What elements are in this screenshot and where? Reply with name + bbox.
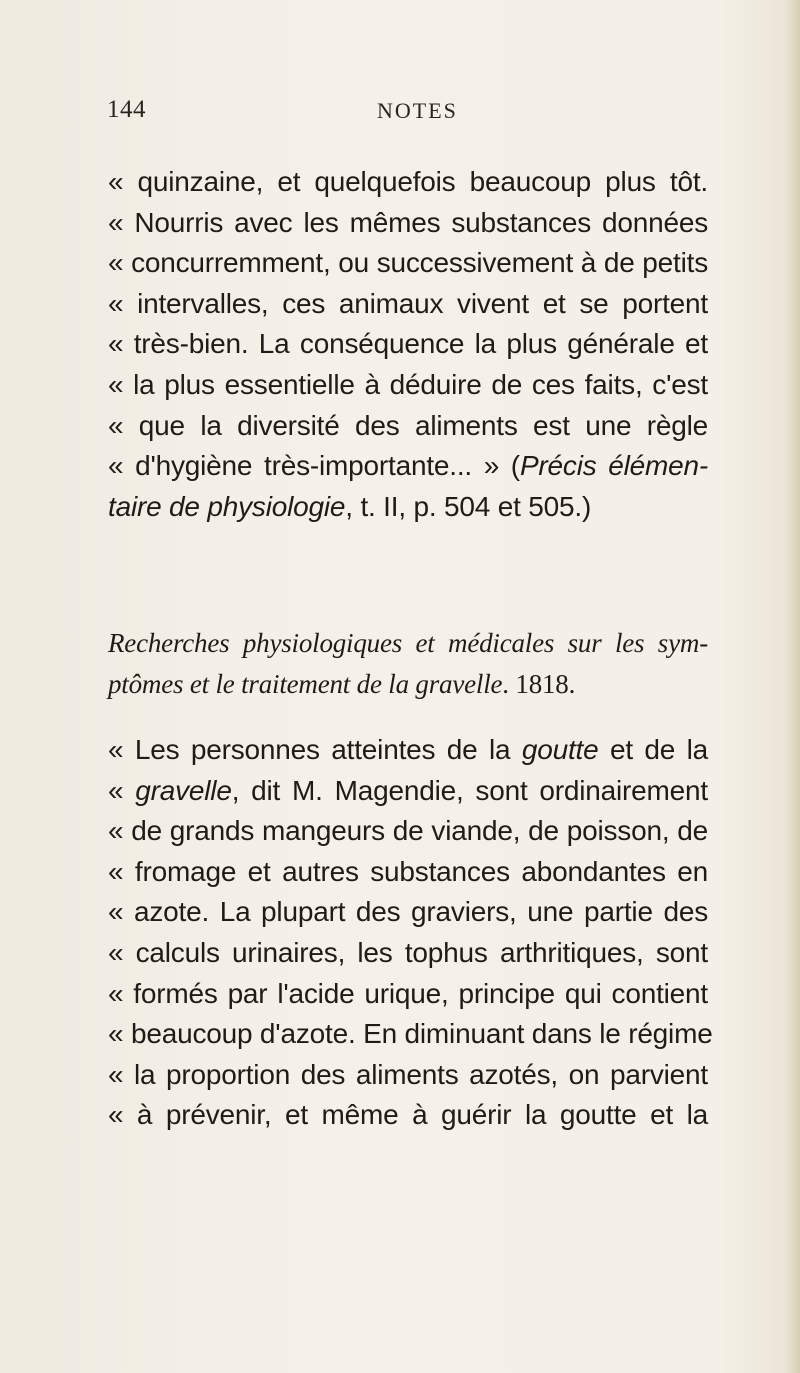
- title-line: Recherches physiologiques et médicales sur les sym-: [108, 628, 708, 658]
- text-line: [108, 771, 708, 812]
- citation-title: Précis élémen-: [519, 450, 708, 482]
- text-line: « à prévenir, et même à guérir la goutte et la: [108, 1099, 708, 1131]
- text-line: « que la diversité des aliments est une règle: [108, 409, 708, 441]
- citation-title: taire de physiologie: [108, 490, 346, 522]
- text-segment: «: [108, 774, 136, 806]
- text-line: « quinzaine, et quelquefois beaucoup plus tôt.: [108, 166, 708, 197]
- emphasis-word: gravelle: [135, 774, 232, 806]
- text-line: [108, 446, 708, 487]
- text-line: « Nourris avec les mêmes substances données: [108, 206, 708, 238]
- text-line: [108, 487, 708, 528]
- text-line: « beaucoup d'azote. En diminuant dans le régime: [108, 1018, 713, 1050]
- page-edge-shadow: [786, 0, 800, 1373]
- running-head: NOTES: [377, 98, 458, 123]
- text-segment: , t. II, p. 504 et 505.): [345, 490, 592, 522]
- title-text: ptômes et le traitement de la gravelle: [108, 668, 503, 699]
- text-line: « très-bien. La conséquence la plus générale et: [108, 328, 708, 360]
- text-segment: , dit M. Magendie, sont ordinairement: [231, 774, 708, 806]
- text-line: « de grands mangeurs de viande, de poisson, de: [108, 815, 708, 847]
- text-line: « intervalles, ces animaux vivent et se portent: [108, 287, 708, 319]
- emphasis-word: goutte: [521, 734, 599, 765]
- text-line: « concurremment, ou successivement à de petits: [108, 247, 708, 279]
- title-line: [108, 664, 708, 705]
- page-header: [107, 96, 707, 136]
- text-line: « la plus essentielle à déduire de ces faits, c'est: [108, 368, 708, 400]
- text-line: « formés par l'acide urique, principe qui contient: [108, 977, 708, 1009]
- section-title: [108, 623, 708, 704]
- text-segment: « Les personnes atteintes de la: [108, 734, 522, 765]
- text-line: [108, 730, 708, 771]
- text-segment: et de la: [598, 734, 708, 765]
- paragraph-quote-continuation: [108, 162, 708, 527]
- text-segment: « d'hygiène très-importante... » (: [108, 450, 520, 482]
- text-line: « fromage et autres substances abondantes en: [108, 855, 708, 887]
- paragraph-magendie-quote: [108, 730, 713, 1136]
- page-number: 144: [107, 96, 146, 123]
- text-line: « calculs urinaires, les tophus arthritiques, sont: [108, 936, 708, 968]
- text-line: « azote. La plupart des graviers, une partie des: [108, 896, 708, 928]
- text-line: « la proportion des aliments azotés, on parvient: [108, 1058, 708, 1090]
- title-year: . 1818.: [502, 668, 576, 699]
